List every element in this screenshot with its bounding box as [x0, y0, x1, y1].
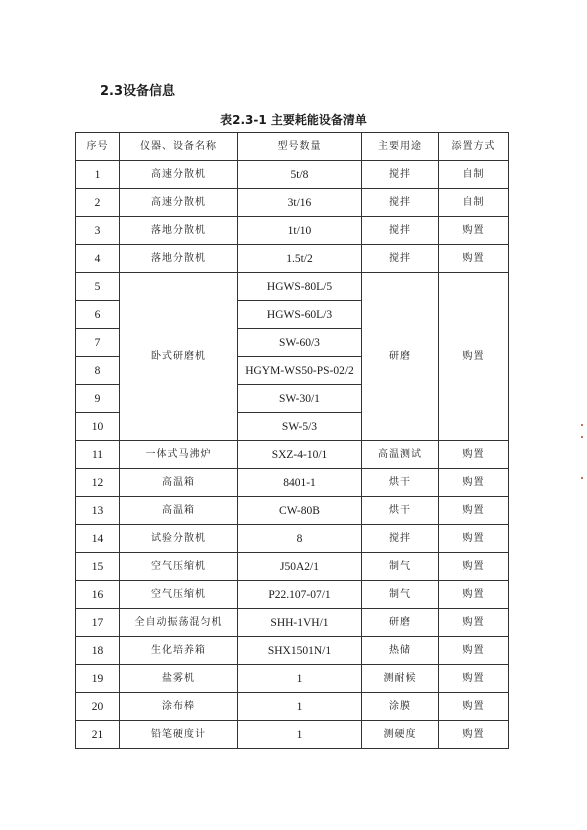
cell-main-use: 烘干 — [362, 497, 439, 525]
header-model-quantity: 型号数量 — [238, 133, 362, 161]
header-serial: 序号 — [76, 133, 120, 161]
cell-model-quantity: SW-60/3 — [238, 329, 362, 357]
cell-model-quantity: 3t/16 — [238, 189, 362, 217]
cell-serial: 14 — [76, 525, 120, 553]
header-acquisition-method: 添置方式 — [439, 133, 509, 161]
cell-acquisition-method: 购置 — [439, 273, 509, 441]
cell-model-quantity: SHH-1VH/1 — [238, 609, 362, 637]
cell-main-use: 搅拌 — [362, 217, 439, 245]
table-row — [76, 581, 509, 609]
cell-equipment-name: 涂布棒 — [120, 693, 238, 721]
cell-main-use: 高温测试 — [362, 441, 439, 469]
cell-acquisition-method: 购置 — [439, 525, 509, 553]
section-heading: 2.3设备信息 — [100, 84, 176, 99]
table-row — [76, 245, 509, 273]
cell-serial: 7 — [76, 329, 120, 357]
table-row — [76, 553, 509, 581]
cell-equipment-name: 铅笔硬度计 — [120, 721, 238, 749]
cell-serial: 16 — [76, 581, 120, 609]
cell-acquisition-method: 购置 — [439, 721, 509, 749]
cell-main-use: 研磨 — [362, 273, 439, 441]
cell-model-quantity: SXZ-4-10/1 — [238, 441, 362, 469]
cell-serial: 6 — [76, 301, 120, 329]
cell-equipment-name: 生化培养箱 — [120, 637, 238, 665]
cell-equipment-name: 高速分散机 — [120, 189, 238, 217]
table-row — [76, 693, 509, 721]
cell-serial: 20 — [76, 693, 120, 721]
cell-main-use: 制气 — [362, 553, 439, 581]
cell-equipment-name: 空气压缩机 — [120, 553, 238, 581]
cell-model-quantity: SW-5/3 — [238, 413, 362, 441]
cell-model-quantity: 1 — [238, 665, 362, 693]
cell-model-quantity: 8401-1 — [238, 469, 362, 497]
cell-main-use: 搅拌 — [362, 245, 439, 273]
cell-serial: 19 — [76, 665, 120, 693]
cell-model-quantity: P22.107-07/1 — [238, 581, 362, 609]
table-caption: 表2.3-1 主要耗能设备清单 — [220, 113, 367, 127]
cell-model-quantity: J50A2/1 — [238, 553, 362, 581]
cell-model-quantity: HGWS-60L/3 — [238, 301, 362, 329]
cell-acquisition-method: 购置 — [439, 497, 509, 525]
cell-equipment-name: 高速分散机 — [120, 161, 238, 189]
table-body — [76, 161, 509, 749]
cell-main-use: 烘干 — [362, 469, 439, 497]
cell-main-use: 研磨 — [362, 609, 439, 637]
cell-equipment-name: 高温箱 — [120, 497, 238, 525]
cell-model-quantity: 8 — [238, 525, 362, 553]
cell-model-quantity: 1.5t/2 — [238, 245, 362, 273]
margin-mark — [581, 424, 583, 426]
cell-serial: 3 — [76, 217, 120, 245]
cell-equipment-name: 高温箱 — [120, 469, 238, 497]
table-row — [76, 217, 509, 245]
table-row — [76, 441, 509, 469]
table-row — [76, 161, 509, 189]
cell-equipment-name: 一体式马沸炉 — [120, 441, 238, 469]
cell-acquisition-method: 购置 — [439, 609, 509, 637]
cell-acquisition-method: 购置 — [439, 469, 509, 497]
cell-acquisition-method: 购置 — [439, 553, 509, 581]
cell-serial: 8 — [76, 357, 120, 385]
cell-main-use: 搅拌 — [362, 525, 439, 553]
cell-model-quantity: 5t/8 — [238, 161, 362, 189]
cell-model-quantity: SHX1501N/1 — [238, 637, 362, 665]
cell-model-quantity: 1t/10 — [238, 217, 362, 245]
cell-equipment-name: 试验分散机 — [120, 525, 238, 553]
cell-serial: 18 — [76, 637, 120, 665]
table-row — [76, 469, 509, 497]
cell-serial: 21 — [76, 721, 120, 749]
header-equipment-name: 仪器、设备名称 — [120, 133, 238, 161]
cell-main-use: 搅拌 — [362, 161, 439, 189]
cell-serial: 2 — [76, 189, 120, 217]
cell-acquisition-method: 购置 — [439, 245, 509, 273]
table-row — [76, 721, 509, 749]
table-row — [76, 609, 509, 637]
table-header-row — [76, 133, 509, 161]
cell-acquisition-method: 自制 — [439, 161, 509, 189]
cell-acquisition-method: 购置 — [439, 693, 509, 721]
cell-main-use: 制气 — [362, 581, 439, 609]
cell-acquisition-method: 自制 — [439, 189, 509, 217]
cell-equipment-name: 卧式研磨机 — [120, 273, 238, 441]
header-main-use: 主要用途 — [362, 133, 439, 161]
cell-equipment-name: 全自动振荡混匀机 — [120, 609, 238, 637]
equipment-table — [75, 132, 509, 749]
cell-model-quantity: HGYM-WS50-PS-02/2 — [238, 357, 362, 385]
cell-equipment-name: 空气压缩机 — [120, 581, 238, 609]
cell-acquisition-method: 购置 — [439, 665, 509, 693]
cell-model-quantity: HGWS-80L/5 — [238, 273, 362, 301]
cell-acquisition-method: 购置 — [439, 441, 509, 469]
table-row — [76, 665, 509, 693]
cell-main-use: 涂膜 — [362, 693, 439, 721]
cell-model-quantity: SW-30/1 — [238, 385, 362, 413]
cell-serial: 10 — [76, 413, 120, 441]
cell-model-quantity: 1 — [238, 693, 362, 721]
cell-model-quantity: CW-80B — [238, 497, 362, 525]
cell-main-use: 热储 — [362, 637, 439, 665]
margin-mark — [581, 436, 583, 438]
cell-serial: 13 — [76, 497, 120, 525]
cell-serial: 15 — [76, 553, 120, 581]
cell-equipment-name: 落地分散机 — [120, 217, 238, 245]
cell-equipment-name: 落地分散机 — [120, 245, 238, 273]
cell-serial: 9 — [76, 385, 120, 413]
cell-equipment-name: 盐雾机 — [120, 665, 238, 693]
cell-serial: 12 — [76, 469, 120, 497]
table-row — [76, 189, 509, 217]
cell-serial: 1 — [76, 161, 120, 189]
cell-main-use: 搅拌 — [362, 189, 439, 217]
cell-acquisition-method: 购置 — [439, 217, 509, 245]
cell-serial: 17 — [76, 609, 120, 637]
cell-serial: 11 — [76, 441, 120, 469]
table-row — [76, 525, 509, 553]
margin-mark — [581, 477, 583, 479]
cell-main-use: 测硬度 — [362, 721, 439, 749]
table-row — [76, 273, 509, 301]
cell-main-use: 测耐候 — [362, 665, 439, 693]
cell-acquisition-method: 购置 — [439, 581, 509, 609]
cell-serial: 4 — [76, 245, 120, 273]
cell-serial: 5 — [76, 273, 120, 301]
table-row — [76, 637, 509, 665]
cell-model-quantity: 1 — [238, 721, 362, 749]
cell-acquisition-method: 购置 — [439, 637, 509, 665]
table-row — [76, 497, 509, 525]
